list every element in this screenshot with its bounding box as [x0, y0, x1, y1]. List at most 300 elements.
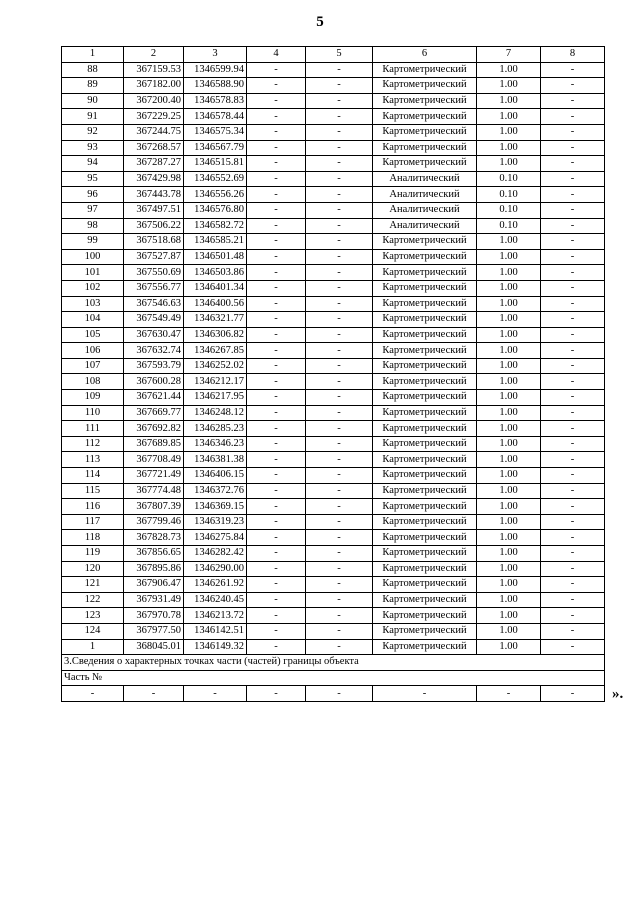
table-cell: - [306, 234, 373, 250]
table-cell: 367856.65 [124, 546, 184, 562]
table-cell: 119 [62, 546, 124, 562]
table-cell: - [247, 171, 306, 187]
table-cell: - [541, 514, 605, 530]
table-cell: - [306, 156, 373, 172]
table-cell: 1346142.51 [184, 623, 247, 639]
table-cell: - [541, 639, 605, 655]
table-cell: 99 [62, 234, 124, 250]
table-cell: 122 [62, 592, 124, 608]
table-cell: - [247, 327, 306, 343]
table-cell: - [541, 358, 605, 374]
table-cell: 100 [62, 249, 124, 265]
table-cell: 90 [62, 93, 124, 109]
table-cell: - [541, 78, 605, 94]
table-row [62, 327, 605, 343]
table-cell: - [306, 312, 373, 328]
table-cell: 1346552.69 [184, 171, 247, 187]
table-cell: - [247, 623, 306, 639]
table-cell: - [247, 530, 306, 546]
table-cell: - [247, 62, 306, 78]
table-cell: - [247, 686, 306, 702]
table-cell: 367807.39 [124, 499, 184, 515]
table-row [62, 358, 605, 374]
table-cell: 367970.78 [124, 608, 184, 624]
table-cell: Картометрический [373, 421, 477, 437]
table-cell: 367799.46 [124, 514, 184, 530]
table-cell: - [247, 483, 306, 499]
table-cell: 1.00 [477, 468, 541, 484]
table-row [62, 577, 605, 593]
table-cell: 1346213.72 [184, 608, 247, 624]
table-cell: - [541, 561, 605, 577]
table-cell: 367550.69 [124, 265, 184, 281]
table-row [62, 171, 605, 187]
table-cell: 1346282.42 [184, 546, 247, 562]
table-cell: - [247, 639, 306, 655]
table-cell: 120 [62, 561, 124, 577]
table-cell: 1346578.44 [184, 109, 247, 125]
table-cell: 1.00 [477, 577, 541, 593]
table-cell: 103 [62, 296, 124, 312]
table-cell: 1346578.83 [184, 93, 247, 109]
table-cell: Картометрический [373, 343, 477, 359]
table-cell: - [541, 171, 605, 187]
table-cell: - [247, 452, 306, 468]
table-cell: 108 [62, 374, 124, 390]
table-cell: - [541, 109, 605, 125]
table-cell: Картометрический [373, 109, 477, 125]
table-cell: - [541, 296, 605, 312]
table-cell: - [306, 78, 373, 94]
table-cell: 1346212.17 [184, 374, 247, 390]
table-cell: Картометрический [373, 327, 477, 343]
table-cell: - [541, 623, 605, 639]
table-cell: 123 [62, 608, 124, 624]
table-cell: 1346240.45 [184, 592, 247, 608]
table-cell: - [541, 405, 605, 421]
table-cell: 7 [477, 47, 541, 63]
table-cell: - [306, 405, 373, 421]
table-row [62, 187, 605, 203]
table-cell: - [247, 436, 306, 452]
table-cell: 367774.48 [124, 483, 184, 499]
table-cell: 367200.40 [124, 93, 184, 109]
table-cell: - [247, 93, 306, 109]
table-cell: 1.00 [477, 592, 541, 608]
table-cell: 1346252.02 [184, 358, 247, 374]
table-row [62, 405, 605, 421]
table-cell: - [306, 218, 373, 234]
table-header-row [62, 47, 605, 63]
table-row [62, 78, 605, 94]
table-cell: - [541, 312, 605, 328]
table-cell: - [247, 343, 306, 359]
table-cell: - [306, 390, 373, 406]
table-row [62, 109, 605, 125]
table-cell: 367556.77 [124, 280, 184, 296]
table-cell: - [306, 421, 373, 437]
table-row [62, 561, 605, 577]
table-cell: 101 [62, 265, 124, 281]
section-3-title: 3.Сведения о характерных точках части (частей) границы объекта [62, 655, 605, 671]
table-cell: Картометрический [373, 499, 477, 515]
table-cell: Картометрический [373, 265, 477, 281]
table-cell: 1.00 [477, 561, 541, 577]
table-cell: 1.00 [477, 623, 541, 639]
table-cell: 1346576.80 [184, 202, 247, 218]
table-cell: - [541, 343, 605, 359]
table-cell: 1.00 [477, 343, 541, 359]
table-cell: - [247, 109, 306, 125]
table-cell: Картометрический [373, 312, 477, 328]
table-row [62, 124, 605, 140]
table-row [62, 452, 605, 468]
table-cell: - [306, 343, 373, 359]
table-cell: 1346261.92 [184, 577, 247, 593]
table-cell: Картометрический [373, 436, 477, 452]
table-row [62, 218, 605, 234]
table-cell: 367546.63 [124, 296, 184, 312]
table-cell: Картометрический [373, 608, 477, 624]
table-cell: Картометрический [373, 140, 477, 156]
table-row [62, 499, 605, 515]
table-cell: 1346381.38 [184, 452, 247, 468]
table-cell: Картометрический [373, 639, 477, 655]
table-cell: 367906.47 [124, 577, 184, 593]
table-cell: 367159.53 [124, 62, 184, 78]
table-cell: 109 [62, 390, 124, 406]
table-cell: - [306, 124, 373, 140]
table-row [62, 592, 605, 608]
table-cell: 367630.47 [124, 327, 184, 343]
table-cell: 1346285.23 [184, 421, 247, 437]
table-cell: Картометрический [373, 577, 477, 593]
table-cell: 106 [62, 343, 124, 359]
table-cell: Картометрический [373, 280, 477, 296]
table-cell: Аналитический [373, 171, 477, 187]
table-cell: - [247, 156, 306, 172]
table-cell: 1.00 [477, 358, 541, 374]
table-cell: 91 [62, 109, 124, 125]
table-row [62, 156, 605, 172]
table-row [62, 436, 605, 452]
table-row [62, 514, 605, 530]
table-cell: 1.00 [477, 436, 541, 452]
table-cell: 1.00 [477, 421, 541, 437]
table-cell: 1346267.85 [184, 343, 247, 359]
table-cell: 1346585.21 [184, 234, 247, 250]
table-cell: - [541, 483, 605, 499]
table-cell: Картометрический [373, 514, 477, 530]
table-cell: 367977.50 [124, 623, 184, 639]
boundary-points-table [61, 46, 605, 702]
table-cell: 1.00 [477, 234, 541, 250]
table-cell: - [247, 546, 306, 562]
table-cell: 4 [247, 47, 306, 63]
table-cell: - [247, 140, 306, 156]
table-cell: 1346575.34 [184, 124, 247, 140]
table-cell: 1346588.90 [184, 78, 247, 94]
table-row [62, 312, 605, 328]
table-cell: - [247, 561, 306, 577]
table-cell: - [541, 280, 605, 296]
page-number: 5 [316, 14, 324, 30]
table-cell: - [541, 124, 605, 140]
table-row [62, 249, 605, 265]
part-number-row [62, 670, 605, 686]
table-cell: - [541, 327, 605, 343]
table-cell: 94 [62, 156, 124, 172]
table-cell: - [247, 390, 306, 406]
table-row [62, 343, 605, 359]
table-cell: Картометрический [373, 124, 477, 140]
table-cell: 1346248.12 [184, 405, 247, 421]
table-cell: - [541, 686, 605, 702]
table-cell: 1.00 [477, 639, 541, 655]
table-row [62, 530, 605, 546]
table-cell: 1346556.26 [184, 187, 247, 203]
table-cell: 1.00 [477, 390, 541, 406]
table-cell: - [541, 140, 605, 156]
table-cell: - [541, 218, 605, 234]
table-cell: - [541, 156, 605, 172]
table-row [62, 62, 605, 78]
table-cell: 1.00 [477, 124, 541, 140]
table-cell: - [541, 390, 605, 406]
table-cell: - [541, 530, 605, 546]
table-cell: Аналитический [373, 202, 477, 218]
table-cell: Аналитический [373, 218, 477, 234]
table-cell: 1.00 [477, 608, 541, 624]
table-cell: - [541, 234, 605, 250]
table-cell: - [247, 312, 306, 328]
table-cell: 367443.78 [124, 187, 184, 203]
table-cell: 367600.28 [124, 374, 184, 390]
table-cell: - [306, 468, 373, 484]
table-cell: - [247, 592, 306, 608]
table-cell: - [306, 608, 373, 624]
table-cell: - [247, 202, 306, 218]
table-cell: 367895.86 [124, 561, 184, 577]
table-cell: 1.00 [477, 327, 541, 343]
table-cell: - [306, 592, 373, 608]
table-cell: 1.00 [477, 78, 541, 94]
table-cell: 367721.49 [124, 468, 184, 484]
table-cell: 1.00 [477, 296, 541, 312]
table-cell: 367593.79 [124, 358, 184, 374]
table-cell: 1346401.34 [184, 280, 247, 296]
table-cell: 367828.73 [124, 530, 184, 546]
table-cell: - [306, 530, 373, 546]
table-cell: 1.00 [477, 249, 541, 265]
table-cell: - [306, 171, 373, 187]
table-cell: 1.00 [477, 546, 541, 562]
empty-part-row [62, 686, 605, 702]
table-cell: - [247, 187, 306, 203]
table-cell: 121 [62, 577, 124, 593]
table-cell: 1.00 [477, 156, 541, 172]
table-row [62, 608, 605, 624]
table-cell: 95 [62, 171, 124, 187]
table-cell: 3 [184, 47, 247, 63]
table-cell: - [247, 374, 306, 390]
table-cell: - [247, 514, 306, 530]
table-cell: 0.10 [477, 202, 541, 218]
table-cell: - [306, 577, 373, 593]
table-cell: - [541, 546, 605, 562]
table-cell: 1.00 [477, 140, 541, 156]
table-cell: 1346275.84 [184, 530, 247, 546]
table-cell: 1346149.32 [184, 639, 247, 655]
table-cell: Картометрический [373, 390, 477, 406]
table-cell: 1.00 [477, 483, 541, 499]
table-cell: 1.00 [477, 280, 541, 296]
table-cell: 1346290.00 [184, 561, 247, 577]
table-cell: 367182.00 [124, 78, 184, 94]
table-cell: 115 [62, 483, 124, 499]
table-cell: Картометрический [373, 483, 477, 499]
table-cell: Картометрический [373, 358, 477, 374]
table-cell: - [247, 78, 306, 94]
table-cell: 1.00 [477, 265, 541, 281]
table-cell: - [541, 468, 605, 484]
table-cell: 1346503.86 [184, 265, 247, 281]
table-cell: 124 [62, 623, 124, 639]
table-cell: Картометрический [373, 452, 477, 468]
table-cell: 111 [62, 421, 124, 437]
table-cell: - [306, 140, 373, 156]
table-cell: - [306, 280, 373, 296]
table-cell: Картометрический [373, 530, 477, 546]
table-cell: - [306, 452, 373, 468]
table-cell: - [247, 608, 306, 624]
table-cell: - [306, 296, 373, 312]
table-cell: 112 [62, 436, 124, 452]
table-cell: - [306, 546, 373, 562]
table-cell: 1.00 [477, 452, 541, 468]
table-cell: - [306, 436, 373, 452]
table-cell: - [541, 93, 605, 109]
table-cell: - [541, 499, 605, 515]
table-cell: 367244.75 [124, 124, 184, 140]
table-cell: - [247, 577, 306, 593]
table-cell: Картометрический [373, 234, 477, 250]
table-cell: - [541, 265, 605, 281]
table-cell: 1346319.23 [184, 514, 247, 530]
table-cell: - [306, 202, 373, 218]
table-cell: - [306, 62, 373, 78]
table-cell: Картометрический [373, 405, 477, 421]
table-row [62, 296, 605, 312]
table-row [62, 265, 605, 281]
table-cell: - [247, 405, 306, 421]
table-cell: - [306, 483, 373, 499]
table-cell: 0.10 [477, 187, 541, 203]
closing-quote: ». [612, 686, 624, 702]
table-cell: 367268.57 [124, 140, 184, 156]
table-cell: 1346321.77 [184, 312, 247, 328]
table-cell: - [306, 499, 373, 515]
table-cell: 118 [62, 530, 124, 546]
table-cell: 110 [62, 405, 124, 421]
table-cell: - [541, 436, 605, 452]
table-cell: - [373, 686, 477, 702]
table-cell: 1.00 [477, 405, 541, 421]
table-cell: 1346306.82 [184, 327, 247, 343]
table-cell: - [247, 280, 306, 296]
table-row [62, 421, 605, 437]
table-row [62, 483, 605, 499]
table-cell: 1346501.48 [184, 249, 247, 265]
table-cell: 1346567.79 [184, 140, 247, 156]
table-cell: Картометрический [373, 468, 477, 484]
table-cell: - [124, 686, 184, 702]
table-cell: 88 [62, 62, 124, 78]
table-cell: 1.00 [477, 312, 541, 328]
table-cell: 1.00 [477, 514, 541, 530]
table-cell: - [541, 592, 605, 608]
table-row [62, 234, 605, 250]
table-row [62, 140, 605, 156]
table-cell: 1346400.56 [184, 296, 247, 312]
table-cell: - [541, 608, 605, 624]
table-cell: 367549.49 [124, 312, 184, 328]
table-cell: 1.00 [477, 109, 541, 125]
table-cell: 367689.85 [124, 436, 184, 452]
table-cell: Картометрический [373, 561, 477, 577]
table-cell: 6 [373, 47, 477, 63]
table-cell: - [477, 686, 541, 702]
table-cell: 1 [62, 47, 124, 63]
table-cell: 116 [62, 499, 124, 515]
table-cell: 1.00 [477, 374, 541, 390]
table-cell: 1346217.95 [184, 390, 247, 406]
table-cell: 102 [62, 280, 124, 296]
table-cell: 98 [62, 218, 124, 234]
table-cell: 92 [62, 124, 124, 140]
table-cell: Картометрический [373, 296, 477, 312]
table-cell: 1346582.72 [184, 218, 247, 234]
table-cell: Картометрический [373, 249, 477, 265]
table-cell: - [247, 265, 306, 281]
part-number-label: Часть № [62, 670, 605, 686]
table-cell: 0.10 [477, 171, 541, 187]
table-row [62, 639, 605, 655]
table-cell: - [306, 358, 373, 374]
table-cell: 367518.68 [124, 234, 184, 250]
table-row [62, 468, 605, 484]
table-cell: 113 [62, 452, 124, 468]
table-cell: - [247, 358, 306, 374]
table-cell: 2 [124, 47, 184, 63]
table-cell: Аналитический [373, 187, 477, 203]
table-cell: - [306, 561, 373, 577]
table-cell: - [541, 421, 605, 437]
table-cell: 367669.77 [124, 405, 184, 421]
table-cell: 367527.87 [124, 249, 184, 265]
table-cell: Картометрический [373, 592, 477, 608]
table-cell: - [247, 468, 306, 484]
table-cell: Картометрический [373, 623, 477, 639]
table-cell: 5 [306, 47, 373, 63]
table-cell: - [541, 577, 605, 593]
table-cell: 367708.49 [124, 452, 184, 468]
table-cell: 97 [62, 202, 124, 218]
table-cell: - [247, 124, 306, 140]
table-cell: 1346346.23 [184, 436, 247, 452]
table-cell: - [306, 93, 373, 109]
table-cell: 367632.74 [124, 343, 184, 359]
